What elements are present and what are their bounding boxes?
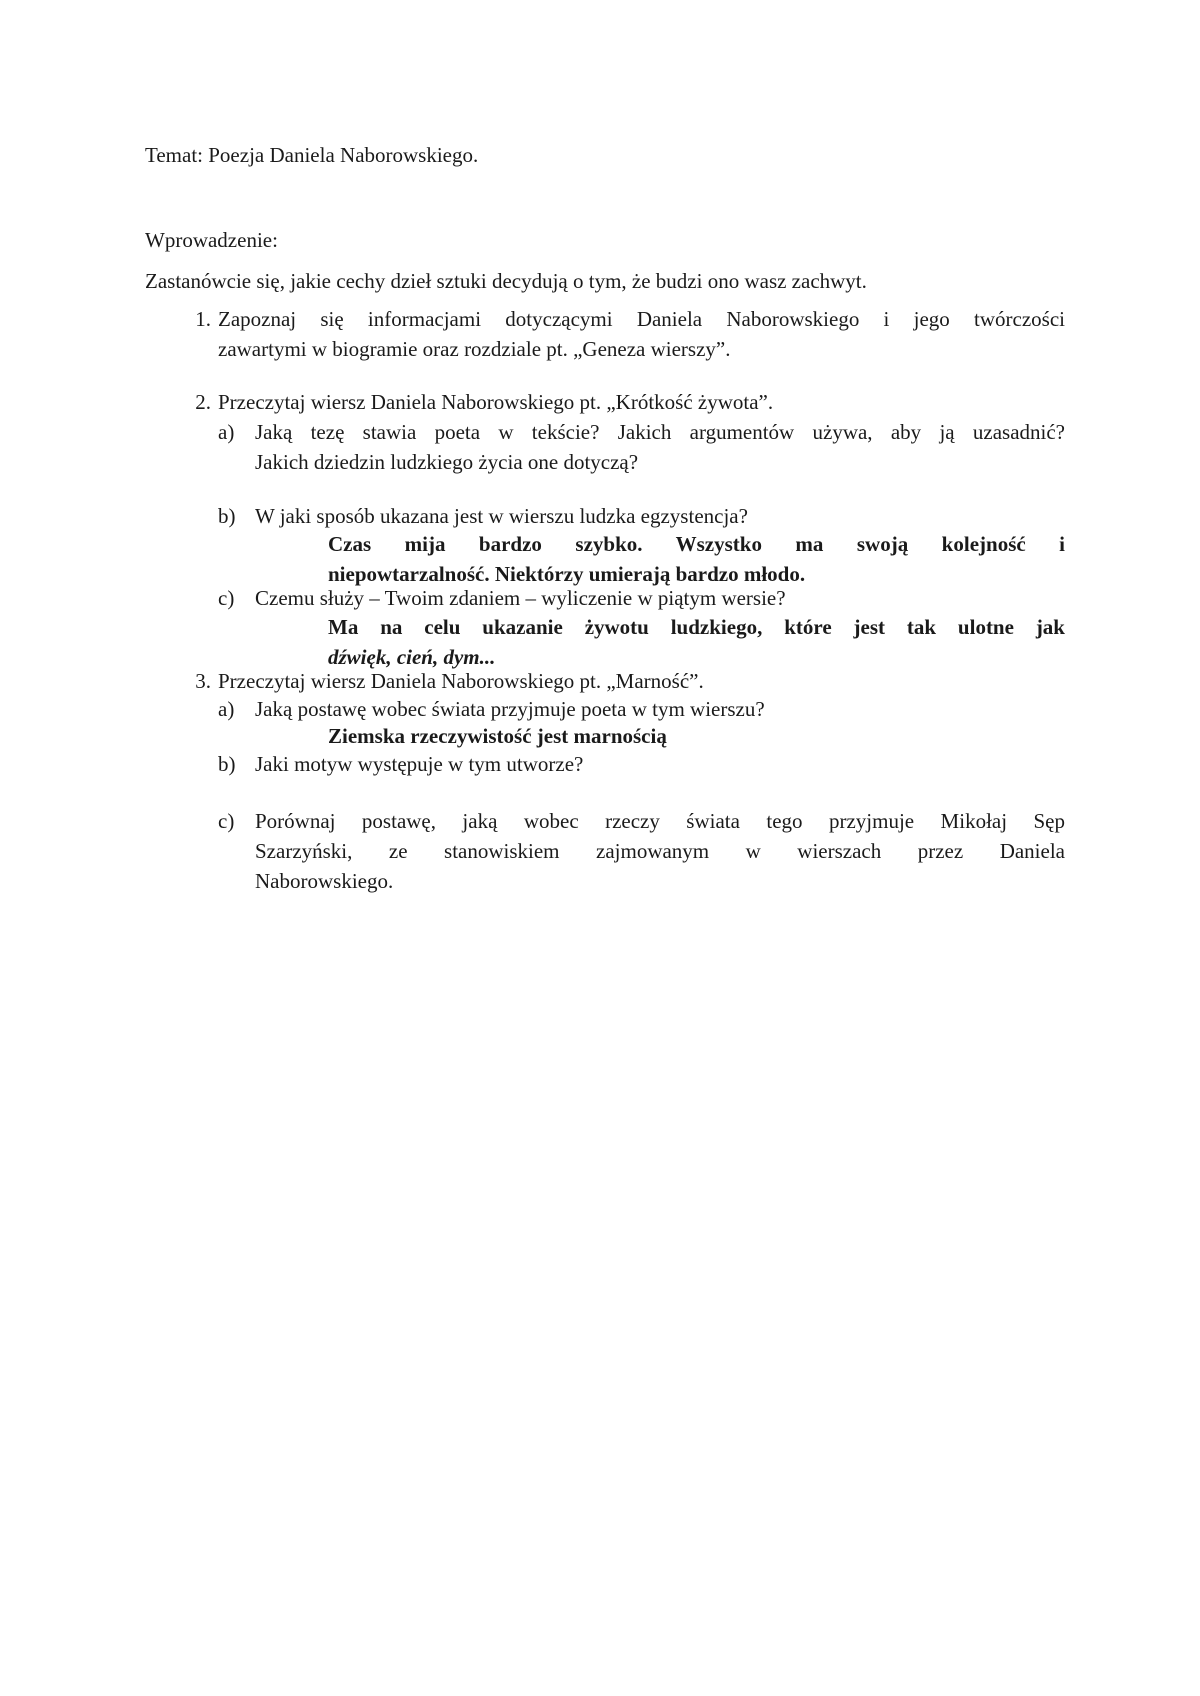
task-text-line: zawartymi w biogramie oraz rozdziale pt. „Geneza wierszy”.	[218, 337, 731, 361]
subtask-letter: c)	[218, 586, 235, 610]
subtask-letter: a)	[218, 697, 235, 721]
intro-question: Zastanówcie się, jakie cechy dzieł sztuki decydują o tym, że budzi ono wasz zachwyt.	[145, 269, 867, 293]
task-text: Przeczytaj wiersz Daniela Naborowskiego pt. „Marność”.	[218, 669, 704, 693]
subtask-letter: c)	[218, 809, 235, 833]
subtask-letter: a)	[218, 420, 235, 444]
task-text-line: Zapoznaj się informacjami dotyczącymi Daniela Naborowskiego i jego twórczości	[218, 307, 1065, 331]
subtask-text: Jaki motyw występuje w tym utworze?	[255, 752, 584, 776]
subtask-text: Jaką postawę wobec świata przyjmuje poeta w tym wierszu?	[255, 697, 765, 721]
subtask-text: W jaki sposób ukazana jest w wierszu ludzka egzystencja?	[255, 504, 748, 528]
answer-line: Ma na celu ukazanie żywotu ludzkiego, które jest tak ulotne jak	[328, 615, 1065, 639]
answer-3a	[328, 721, 1065, 751]
subtask-text-line: Porównaj postawę, jaką wobec rzeczy świata tego przyjmuje Mikołaj Sęp	[255, 809, 1065, 833]
task-text	[218, 304, 1065, 364]
subtask-text: Czemu służy – Twoim zdaniem – wyliczenie w piątym wersie?	[255, 586, 786, 610]
topic-line: Temat: Poezja Daniela Naborowskiego.	[145, 143, 479, 167]
answer-line: Czas mija bardzo szybko. Wszystko ma swoją kolejność i	[328, 532, 1065, 556]
subtask-letter: b)	[218, 752, 236, 776]
answer-2c	[328, 612, 1065, 672]
subtask-text-line: Naborowskiego.	[255, 869, 394, 893]
subtask-letter: b)	[218, 504, 236, 528]
subtask-text-line: Jakich dziedzin ludzkiego życia one dotyczą?	[255, 450, 639, 474]
task-number: 2.	[195, 390, 211, 414]
task-number: 1.	[195, 307, 211, 331]
subtask-text-line: Jaką tezę stawia poeta w tekście? Jakich argumentów używa, aby ją uzasadnić?	[255, 420, 1065, 444]
answer-2b	[328, 529, 1065, 589]
answer-line: Ziemska rzeczywistość jest marnością	[328, 724, 667, 748]
task-text: Przeczytaj wiersz Daniela Naborowskiego pt. „Krótkość żywota”.	[218, 390, 774, 414]
subtask-text	[255, 417, 1065, 477]
answer-line: niepowtarzalność. Niektórzy umierają bardzo młodo.	[328, 562, 806, 586]
answer-line: dźwięk, cień, dym...	[328, 645, 496, 669]
task-number: 3.	[195, 669, 211, 693]
subtask-text	[255, 806, 1065, 896]
subtask-text-line: Szarzyński, ze stanowiskiem zajmowanym w wierszach przez Daniela	[255, 839, 1065, 863]
intro-heading: Wprowadzenie:	[145, 228, 278, 252]
